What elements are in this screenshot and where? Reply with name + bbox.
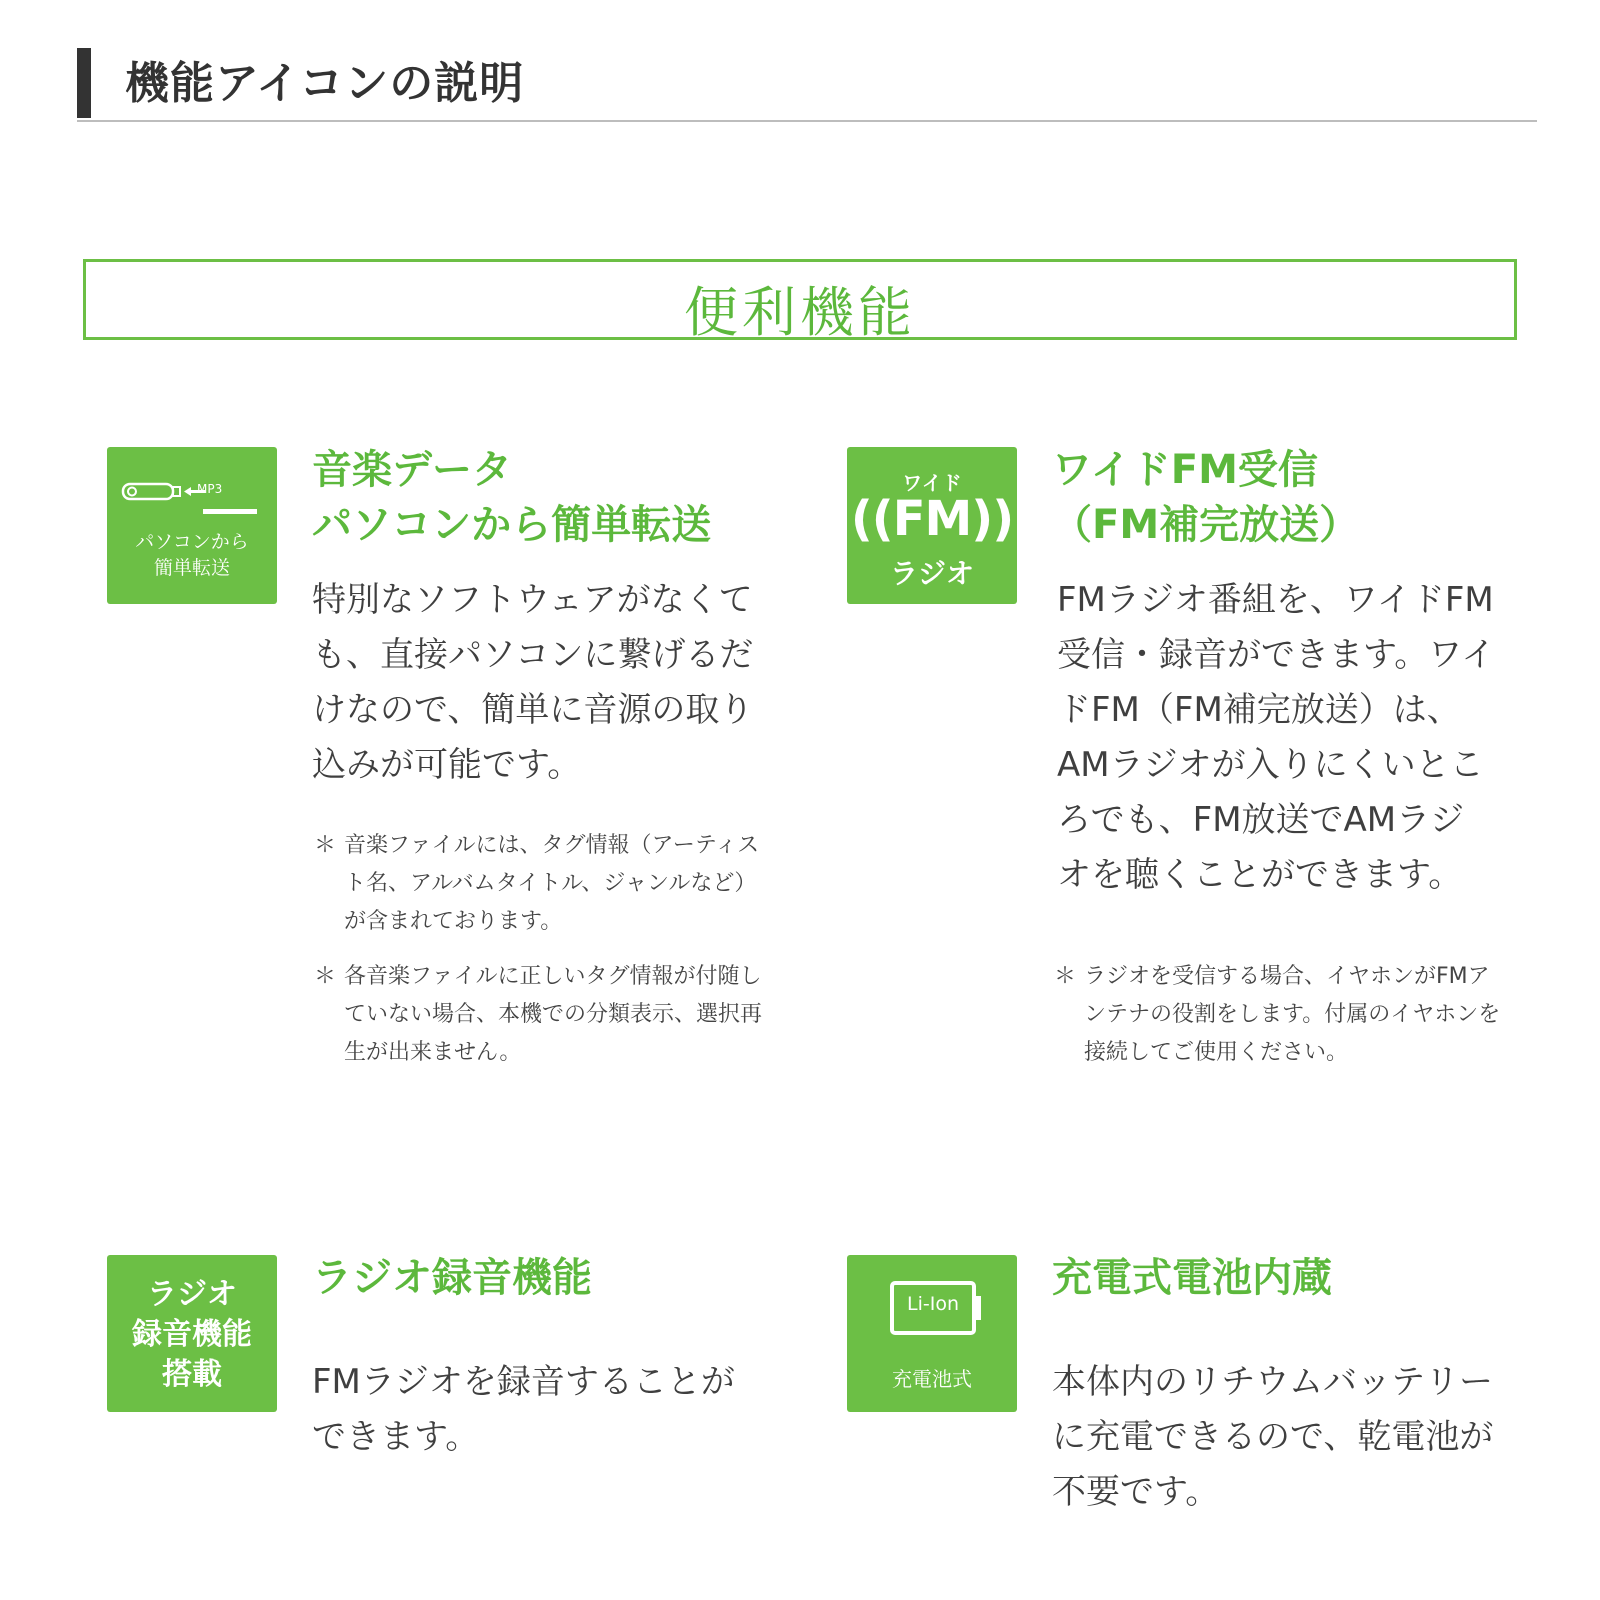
feature-title-line-2: （FM補完放送）	[1052, 502, 1360, 548]
mp3-tag: MP3	[197, 482, 223, 496]
header-accent-bar	[77, 48, 91, 118]
icon-label-line-3: 搭載	[162, 1357, 222, 1392]
note-mark: ＊	[314, 964, 337, 989]
feature-title-line-1: ワイドFM受信	[1052, 447, 1318, 493]
feature-description: 本体内のリチウムバッテリーに充電できるので、乾電池が不要です。	[1052, 1362, 1494, 1512]
feature-title-line-2: パソコンから簡単転送	[312, 502, 712, 548]
feature-note-1	[312, 827, 762, 941]
section-title: 便利機能	[684, 281, 916, 344]
feature-title-line-1: ラジオ録音機能	[312, 1255, 592, 1301]
section-banner	[83, 259, 1517, 344]
battery-text: Li-Ion	[907, 1293, 959, 1315]
fm-signal-text: ((FM))	[850, 491, 1014, 547]
note-text: ラジオを受信する場合、イヤホンがFMアンテナの役割をします。付属のイヤホンを接続してご使用ください。	[1084, 964, 1501, 1065]
feature-note-1	[1052, 958, 1502, 1072]
icon-label-line-1: ラジオ	[147, 1277, 237, 1312]
icon-label: 充電池式	[892, 1367, 972, 1391]
note-mark: ＊	[1054, 964, 1077, 989]
radio-recording-icon	[107, 1255, 277, 1412]
feature-description: 特別なソフトウェアがなくても、直接パソコンに繋げるだけなので、簡単に音源の取り込みが可能です。	[312, 580, 754, 785]
page-title: 機能アイコンの説明	[125, 58, 525, 109]
feature-title-line-1: 音楽データ	[312, 447, 512, 493]
feature-description: FMラジオを録音することができます。	[312, 1362, 735, 1457]
rechargeable-battery-icon	[847, 1255, 1017, 1412]
icon-label-line-2: 簡単転送	[153, 557, 230, 579]
usb-transfer-icon	[107, 447, 277, 604]
wide-fm-radio-icon	[847, 447, 1017, 604]
feature-title-line-1: 充電式電池内蔵	[1052, 1255, 1332, 1301]
feature-note-2	[312, 958, 762, 1072]
icon-bottom-text: ラジオ	[889, 557, 974, 590]
note-text: 各音楽ファイルに正しいタグ情報が付随していない場合、本機での分類表示、選択再生が出来ません。	[344, 964, 763, 1065]
note-mark: ＊	[314, 833, 337, 858]
note-text: 音楽ファイルには、タグ情報（アーティスト名、アルバムタイトル、ジャンルなど）が含まれております。	[344, 833, 760, 934]
feature-title	[1052, 443, 1359, 553]
page-header	[77, 45, 1537, 122]
feature-title	[312, 1251, 592, 1306]
icon-label-line-2: 録音機能	[132, 1317, 252, 1352]
icon-label-line-1: パソコンから	[135, 531, 249, 553]
feature-description: FMラジオ番組を、ワイドFM受信・録音ができます。ワイドFM（FM補完放送）は、AMラジオが入りにくいところでも、FM放送でAMラジオを聴くことができます。	[1057, 580, 1496, 895]
feature-title	[1052, 1251, 1332, 1306]
icon-top-text: ワイド	[902, 471, 962, 495]
feature-title	[312, 443, 711, 553]
